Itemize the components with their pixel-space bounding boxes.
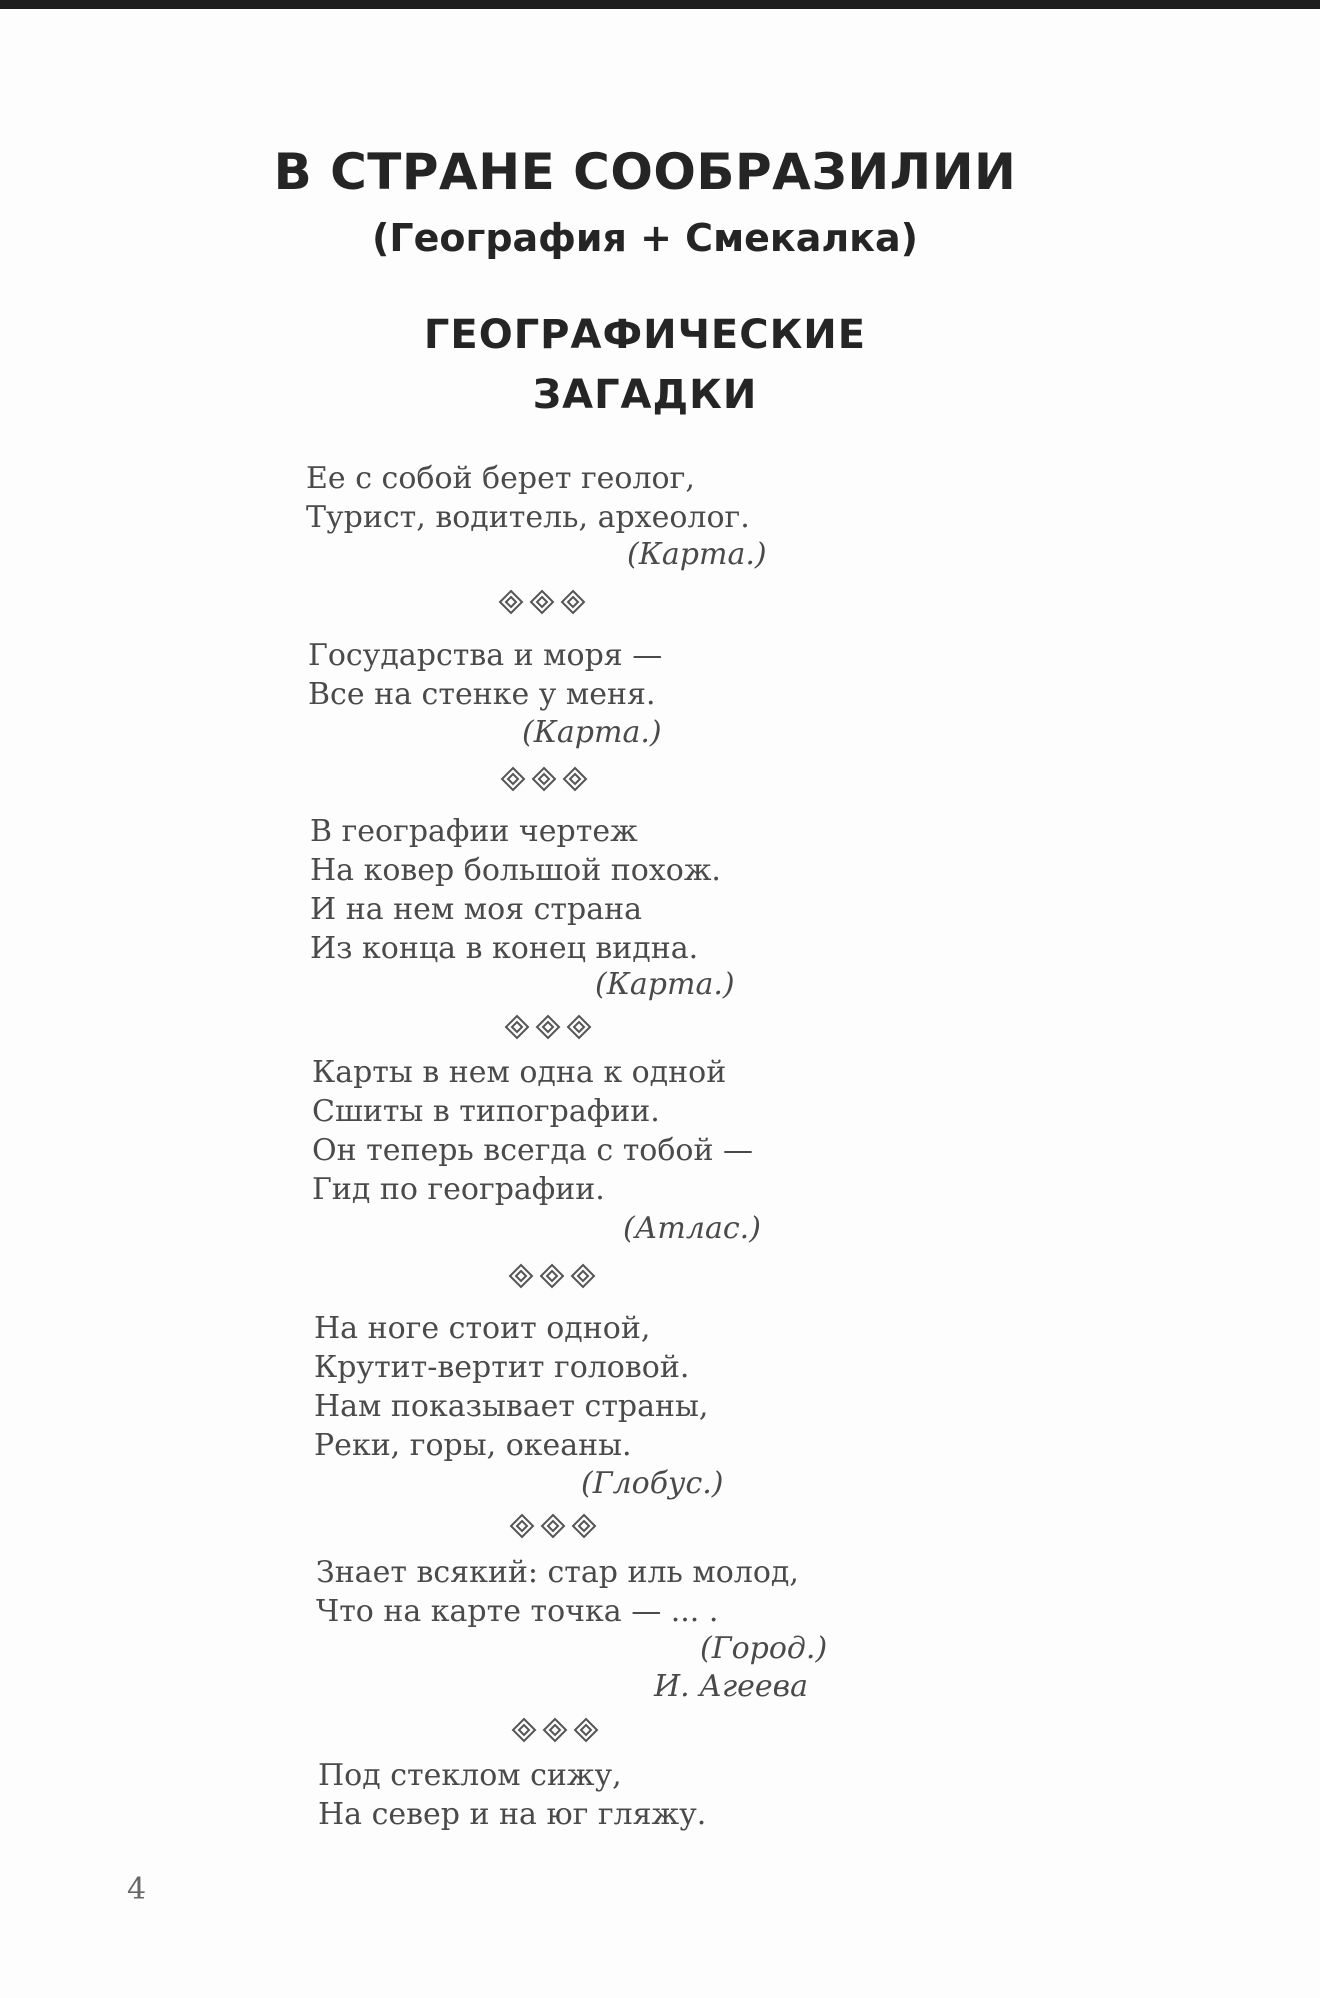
riddle-line: Под стеклом сижу,: [318, 1758, 622, 1793]
riddle-line: И на нем моя страна: [310, 892, 642, 927]
riddle-author: И. Агеева: [654, 1669, 808, 1704]
diamond-icon: [503, 1013, 593, 1041]
riddle-line: В географии чертеж: [310, 814, 638, 849]
riddle-line: Он теперь всегда с тобой —: [312, 1133, 754, 1168]
riddle-answer: (Глобус.): [581, 1466, 724, 1501]
riddle-line: Ее с собой берет геолог,: [306, 461, 695, 496]
riddle-line: Реки, горы, океаны.: [314, 1428, 632, 1463]
section-title-line-1: ГЕОГРАФИЧЕСКИЕ: [423, 312, 867, 358]
riddle-line: Карты в нем одна к одной: [312, 1055, 727, 1090]
riddle-line: Государства и моря —: [308, 638, 663, 673]
riddle-line: На север и на юг гляжу.: [318, 1797, 707, 1832]
riddle-line: Гид по географии.: [312, 1172, 605, 1207]
riddle-line: Знает всякий: стар иль молод,: [316, 1555, 799, 1590]
page-subtitle: (География + Смекалка): [372, 216, 918, 260]
diamond-icon: [508, 1512, 598, 1540]
riddle-line: Турист, водитель, археолог.: [306, 500, 750, 535]
riddle-answer: (Карта.): [595, 967, 735, 1002]
section-title-line-2: ЗАГАДКИ: [532, 372, 758, 418]
riddle-line: На ковер большой похож.: [310, 853, 721, 888]
riddle-answer: (Карта.): [627, 537, 767, 572]
riddle-answer: (Карта.): [522, 715, 662, 750]
riddle-line: На ноге стоит одной,: [314, 1311, 651, 1346]
riddle-answer: (Город.): [700, 1631, 828, 1666]
riddle-line: Что на карте точка — ... .: [316, 1594, 719, 1629]
riddle-line: Нам показывает страны,: [314, 1389, 709, 1424]
page-top-edge: [0, 0, 1320, 9]
page-title: В СТРАНЕ СООБРАЗИЛИИ: [273, 143, 1017, 201]
diamond-icon: [497, 588, 587, 616]
page-number: 4: [127, 1872, 147, 1907]
diamond-icon: [507, 1262, 597, 1290]
riddle-line: Сшиты в типографии.: [312, 1094, 660, 1129]
riddle-answer: (Атлас.): [623, 1211, 761, 1246]
riddle-line: Крутит-вертит головой.: [314, 1350, 690, 1385]
riddle-line: Все на стенке у меня.: [308, 677, 656, 712]
diamond-icon: [499, 765, 589, 793]
riddle-line: Из конца в конец видна.: [310, 931, 699, 966]
diamond-icon: [510, 1716, 600, 1744]
